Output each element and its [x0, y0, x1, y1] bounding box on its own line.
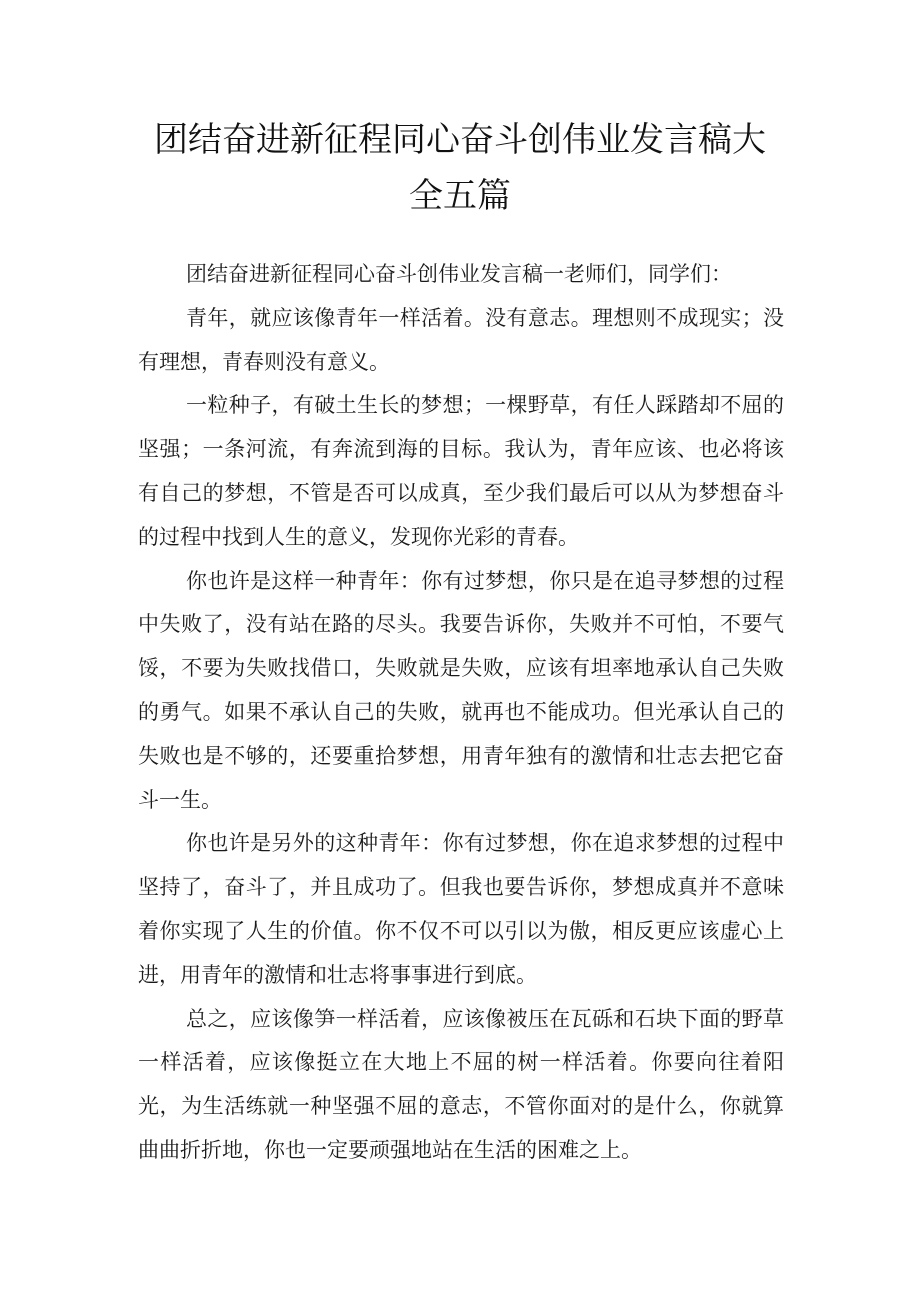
paragraph: 你也许是另外的这种青年：你有过梦想，你在追求梦想的过程中坚持了，奋斗了，并且成功了。但我也要告诉你，梦想成真并不意味着你实现了人生的价值。你不仅不可以引以为傲，相反更应该虚心上进，用青年的激情和壮志将事事进行到底。 [138, 831, 784, 987]
paragraph-salutation: 团结奋进新征程同心奋斗创伟业发言稿一老师们，同学们： [186, 262, 732, 286]
paragraph: 总之，应该像笋一样活着，应该像被压在瓦砾和石块下面的野草一样活着，应该像挺立在大地上不屈的树一样活着。你要向往着阳光，为生活练就一种坚强不屈的意志，不管你面对的是什么，你就算曲曲折折地，你也一定要顽强地站在生活的困难之上。 [138, 1006, 784, 1162]
paragraph: 你也许是这样一种青年：你有过梦想，你只是在追寻梦想的过程中失败了，没有站在路的尽头。我要告诉你，失败并不可怕，不要气馁，不要为失败找借口，失败就是失败，应该有坦率地承认自己失败的勇气。如果不承认自己的失败，就再也不能成功。但光承认自己的失败也是不够的，还要重拾梦想，用青年独有的激情和壮志去把它奋斗一生。 [138, 568, 784, 812]
document-body [138, 253, 784, 1173]
paragraph: 一粒种子，有破土生长的梦想；一棵野草，有任人踩踏却不屈的坚强；一条河流，有奔流到海的目标。我认为，青年应该、也必将该有自己的梦想，不管是否可以成真，至少我们最后可以从为梦想奋斗的过程中找到人生的意义，发现你光彩的青春。 [138, 393, 784, 549]
document-title-line-2: 全五篇 [409, 176, 511, 216]
document-title-line-1: 团结奋进新征程同心奋斗创伟业发言稿大 [154, 120, 766, 160]
document-title [140, 112, 780, 224]
paragraph: 青年，就应该像青年一样活着。没有意志。理想则不成现实；没有理想，青春则没有意义。 [138, 305, 784, 374]
